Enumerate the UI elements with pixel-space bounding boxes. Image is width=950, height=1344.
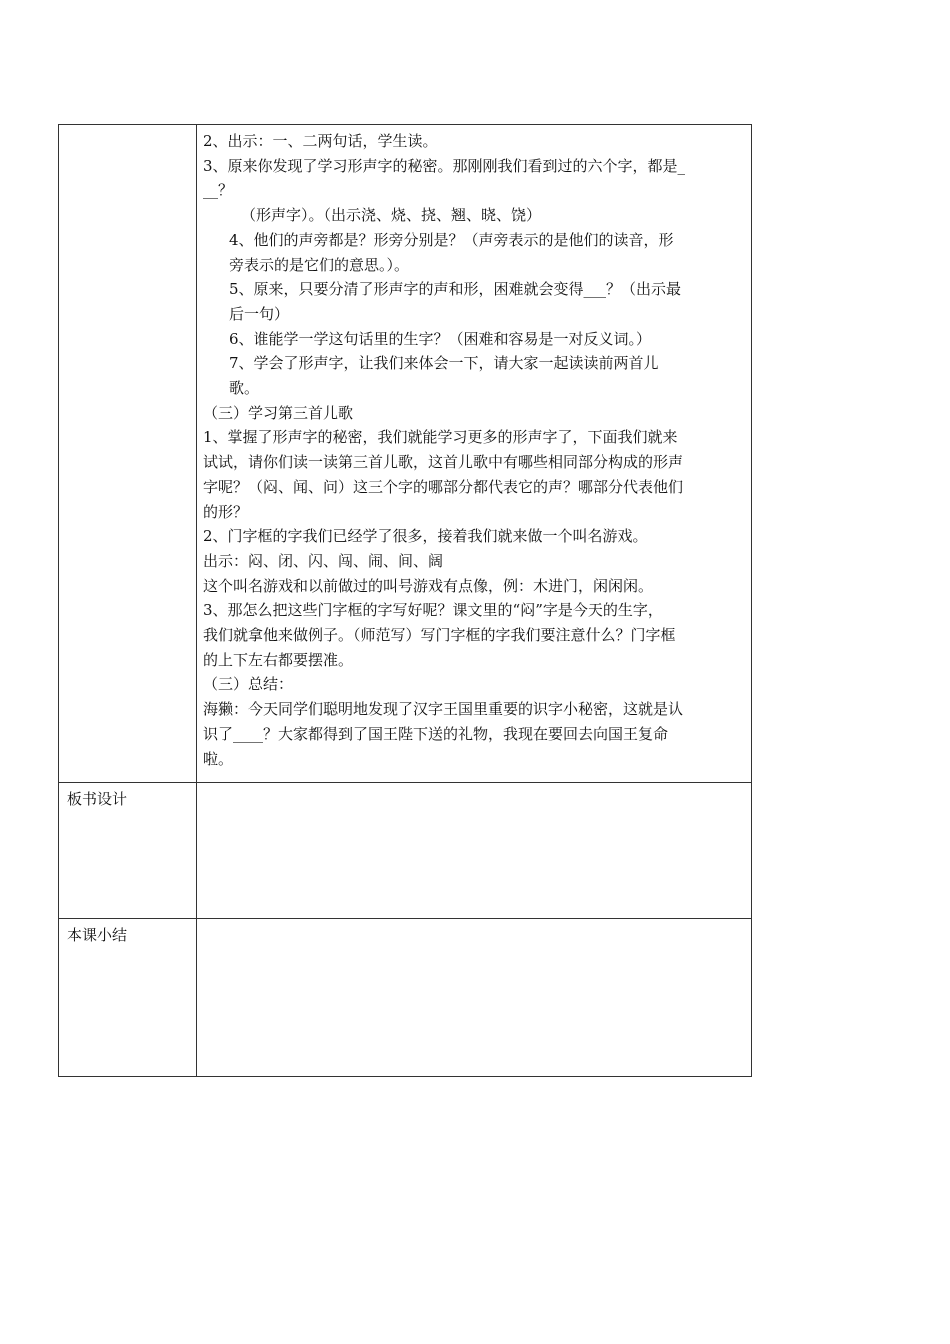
content-line: 我们就拿他来做例子。（师范写）写门字框的字我们要注意什么？门字框 xyxy=(203,626,676,645)
lesson-summary-row xyxy=(59,919,752,1077)
board-design-row xyxy=(59,783,752,919)
content-line: 出示：闷、闭、闪、闯、闹、间、阔 xyxy=(203,551,444,570)
content-line: 后一句） xyxy=(229,304,290,323)
content-line: __？ xyxy=(203,181,234,200)
content-line: 海獭：今天同学们聪明地发现了汉字王国里重要的识字小秘密，这就是认 xyxy=(203,700,684,719)
content-line: 4、他们的声旁都是？形旁分别是？（声旁表示的是他们的读音，形 xyxy=(229,230,674,249)
section-heading: （三）总结： xyxy=(203,675,294,694)
teaching-process-content xyxy=(197,125,752,783)
board-design-label: 板书设计 xyxy=(59,783,197,919)
content-line: 3、那怎么把这些门字框的字写好呢？课文里的“闷”字是今天的生字， xyxy=(203,601,663,620)
content-line: 试试，请你们读一读第三首儿歌，这首儿歌中有哪些相同部分构成的形声 xyxy=(203,453,684,472)
lesson-summary-content xyxy=(197,919,752,1077)
lesson-summary-label: 本课小结 xyxy=(59,919,197,1077)
content-line: （形声字）。（出示浇、烧、挠、翘、晓、饶） xyxy=(241,206,542,225)
content-line: 旁表示的是它们的意思。）。 xyxy=(229,255,410,274)
content-line: 这个叫名游戏和以前做过的叫号游戏有点像，例：木进门，闲闲闲。 xyxy=(203,576,654,595)
content-line: 5、原来，只要分清了形声字的声和形，困难就会变得___？（出示最 xyxy=(229,280,682,299)
content-line: 字呢？（闷、闻、问）这三个字的哪部分都代表它的声？哪部分代表他们 xyxy=(203,477,684,496)
content-line: 歌。 xyxy=(229,379,260,398)
content-line: 7、学会了形声字，让我们来体会一下，请大家一起读读前两首儿 xyxy=(229,354,659,373)
board-design-content xyxy=(197,783,752,919)
section-heading: （三）学习第三首儿歌 xyxy=(203,403,354,422)
content-line: 6、谁能学一学这句话里的生字？（困难和容易是一对反义词。） xyxy=(229,329,652,348)
lesson-plan-table xyxy=(58,124,752,1077)
teaching-process-row xyxy=(59,125,752,783)
content-line: 2、出示：一、二两句话，学生读。 xyxy=(203,132,438,150)
content-line: 3、原来你发现了学习形声字的秘密。那刚刚我们看到过的六个字，都是_ xyxy=(203,156,686,175)
teaching-process-label-cell xyxy=(59,125,197,783)
content-line: 识了____？大家都得到了国王陛下送的礼物，我现在要回去向国王复命 xyxy=(203,724,669,743)
content-line: 2、门字框的字我们已经学了很多，接着我们就来做一个叫名游戏。 xyxy=(203,527,648,546)
content-line: 的形？ xyxy=(203,502,249,521)
content-line: 啦。 xyxy=(203,749,234,768)
content-line: 的上下左右都要摆准。 xyxy=(203,650,354,669)
content-line: 1、掌握了形声字的秘密，我们就能学习更多的形声字了，下面我们就来 xyxy=(203,428,678,447)
